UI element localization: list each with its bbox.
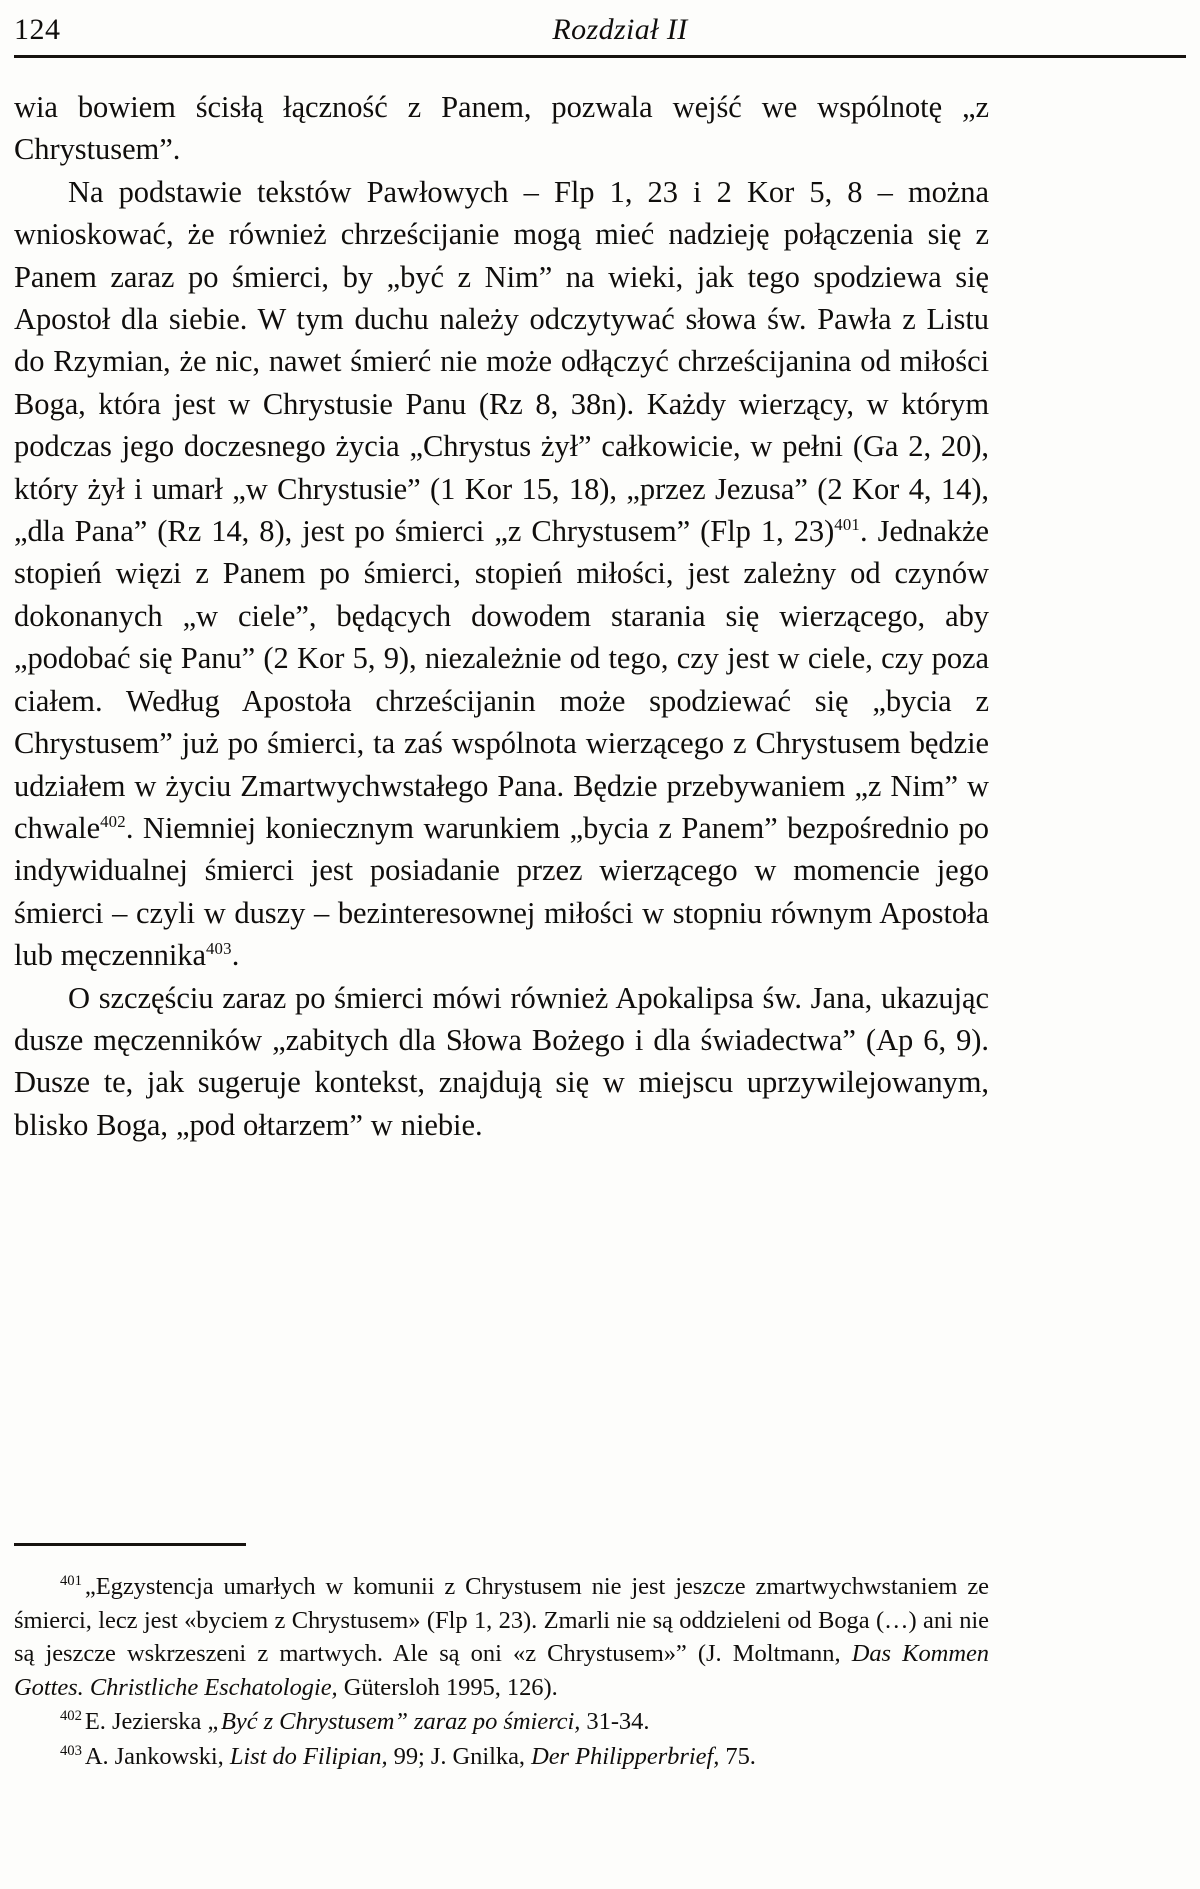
footnote-401 bbox=[14, 1570, 989, 1704]
footnote-402-number: 402 bbox=[60, 1708, 82, 1725]
footnote-401-title: Das Kommen Gottes. Christliche Eschatologie, bbox=[14, 1640, 989, 1701]
paragraph-2-segment-4: . bbox=[231, 938, 240, 973]
footnote-402-title: „Być z Chrystusem” zaraz po śmierci, bbox=[207, 1708, 581, 1736]
footnote-402-text-1: E. Jezierska bbox=[84, 1708, 208, 1736]
paragraph-2-segment-3: . Niemniej koniecznym warunkiem „bycia z Panem” bezpośrednio po indywidualnej śmierci jest posiadanie przez wierzącego w momencie jego śmierci – czyli w duszy – bezinteresownej miłości w stopniu równym Apostoła lub męczennika bbox=[14, 810, 989, 973]
footnote-403-text-3: 75. bbox=[719, 1742, 756, 1770]
paragraph-2-segment-1: Na podstawie tekstów Pawłowych – Flp 1, 23 i 2 Kor 5, 8 – można wnioskować, że również chrześcijanie mogą mieć nadzieję połączenia się z Panem zaraz po śmierci, by „być z Nim” na wieki, jak tego spodziewa się Apostoł dla siebie. W tym duchu należy odczytywać słowa św. Pawła z Listu do Rzymian, że nic, nawet śmierć nie może odłączyć chrześcijanina od miłości Boga, która jest w Chrystusie Panu (Rz 8, 38n). Każdy wierzący, w którym podczas jego doczesnego życia „Chrystus żył” całkowicie, w pełni (Ga 2, 20), który żył i umarł „w Chrystusie” (1 Kor 15, 18), „przez Jezusa” (2 Kor 4, 14), „dla Pana” (Rz 14, 8), jest po śmierci „z Chrystusem” (Flp 1, 23) bbox=[14, 174, 989, 549]
footnote-403-title-2: Der Philipperbrief, bbox=[531, 1742, 720, 1770]
footnote-403-title-1: List do Filipian, bbox=[229, 1742, 388, 1770]
footnote-403-text-1: A. Jankowski, bbox=[84, 1742, 230, 1770]
footnote-separator-rule bbox=[14, 1543, 246, 1546]
chapter-title: Rozdział II bbox=[552, 13, 688, 46]
footnote-marker-403[interactable]: 403 bbox=[205, 938, 232, 958]
footnote-403-number: 403 bbox=[60, 1742, 82, 1759]
paragraph-1: wia bowiem ścisłą łączność z Panem, pozwala wejść we wspólnotę „z Chrystusem”. bbox=[14, 90, 989, 167]
footnote-403-text-2: 99; J. Gnilka, bbox=[387, 1742, 532, 1770]
footnote-402 bbox=[14, 1705, 989, 1739]
footnote-401-text-2: Gütersloh 1995, 126). bbox=[337, 1673, 558, 1701]
header-rule bbox=[14, 55, 1186, 58]
paragraph-3: O szczęściu zaraz po śmierci mówi również Apokalipsa św. Jana, ukazując dusze męczenników „zabitych dla Słowa Bożego i dla świadectwa” (Ap 6, 9). Dusze te, jak sugeruje kontekst, znajdują się w miejscu uprzywilejowanym, blisko Boga, „pod ołtarzem” w niebie. bbox=[14, 980, 989, 1142]
footnote-marker-401[interactable]: 401 bbox=[834, 514, 860, 534]
footnote-block bbox=[14, 1570, 989, 1774]
paragraph-2 bbox=[14, 171, 989, 977]
running-head bbox=[14, 10, 1186, 56]
footnote-marker-402[interactable]: 402 bbox=[100, 811, 126, 831]
footnote-401-number: 401 bbox=[60, 1572, 82, 1589]
page-number: 124 bbox=[14, 13, 61, 46]
paragraph-2-segment-2: . Jednakże stopień więzi z Panem po śmierci, stopień miłości, jest zależny od czynów dokonanych „w ciele”, będących dowodem starania się wierzącego, aby „podobać się Panu” (2 Kor 5, 9), niezależnie od tego, czy jest w ciele, czy poza ciałem. Według Apostoła chrześcijanin może spodziewać się „bycia z Chrystusem” już po śmierci, ta zaś wspólnota wierzącego z Chrystusem będzie udziałem w życiu Zmartwychwstałego Pana. Będzie przebywaniem „z Nim” w chwale bbox=[14, 514, 989, 845]
footnote-402-text-2: 31-34. bbox=[580, 1708, 650, 1736]
footnote-403 bbox=[14, 1740, 989, 1774]
body-text-column bbox=[14, 86, 989, 1146]
footnote-401-text-1: „Egzystencja umarłych w komunii z Chrystusem nie jest jeszcze zmartwychwstaniem ze śmierci, lecz jest «byciem z Chrystusem» (Flp 1, 23). Zmarli nie są oddzieleni od Boga (…) ani nie są jeszcze wskrzeszeni z martwych. Ale są oni «z Chrystusem»” (J. Moltmann, bbox=[14, 1573, 989, 1668]
